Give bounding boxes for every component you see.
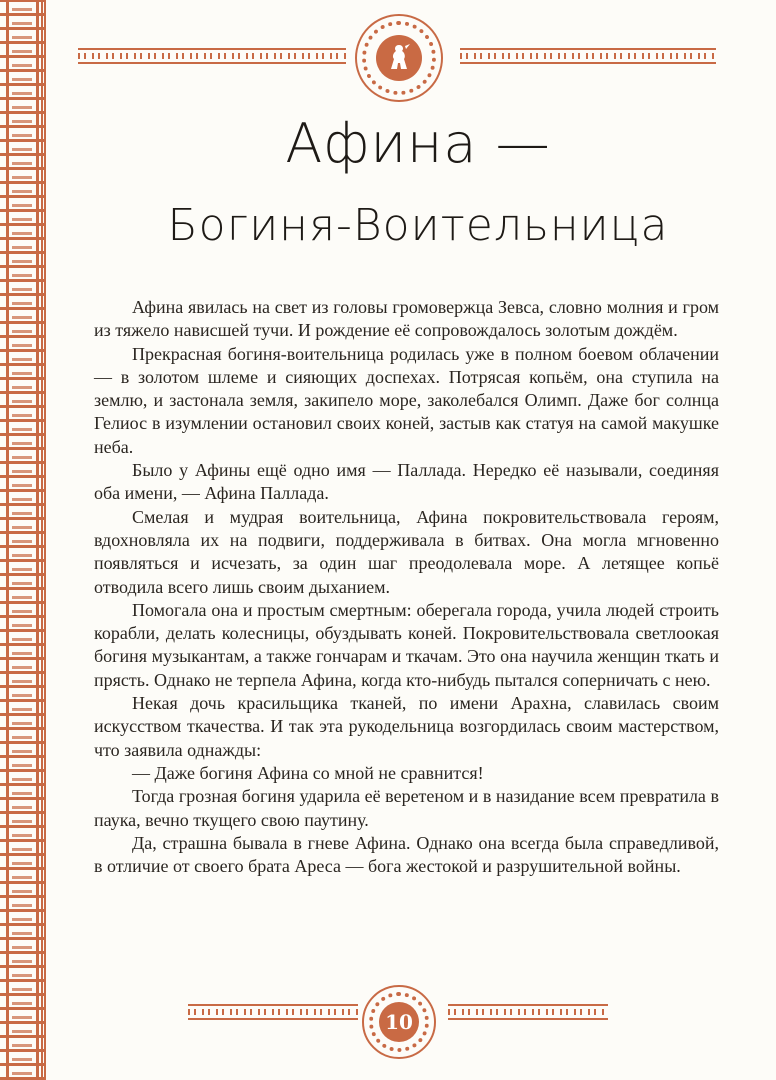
page-title-line2: Богиня-Воительница [167,200,669,251]
paragraph: Некая дочь красильщика тканей, по имени Арахна, славилась своим искусством ткачества. И так эта рукодельница возгордилась своим мастерством, что заявила однажды: [94,693,719,760]
paragraph: Афина явилась на свет из головы громовержца Зевса, словно молния и гром из тяжело нависшей тучи. И рождение её сопровождалось золотым дождём. [94,297,719,341]
athena-figure-icon [376,35,422,81]
page-title-line1: Афина — [285,112,551,175]
meander-band-top-left [78,48,346,64]
body-text [94,296,719,878]
paragraph: Помогала она и простым смертным: оберегала города, учила людей строить корабли, делать колесницы, обуздывать коней. Покровительствовала светлоокая богиня музыкантам, а также гончарам и ткачам. Это она научила женщин ткать и прясть. Однако не терпела Афина, когда кто-нибудь пытался соперничать с нею. [94,599,719,690]
meander-band-bottom-right [448,1004,608,1020]
paragraph: Прекрасная богиня-воительница родилась уже в полном боевом облачении — в золотом шлеме и сияющих доспехах. Потрясая копьём, она ступила на землю, и застонала земля, закипело море, заколебался Олимп. Даже бог солнца Гелиос в изумлении остановил своих коней, застыв как статуя на самой макушке неба. [94,343,719,457]
meander-band-bottom-left [188,1004,358,1020]
page-number-medallion [362,985,436,1059]
paragraph: Смелая и мудрая воительница, Афина покровительствовала героям, вдохновляла их на подвиги, поддерживала в битвах. Она могла мгновенно появляться и исчезать, за один шаг преодолевала море. А летящее копьё отводила всего лишь своим дыханием. [94,506,719,597]
page-number: 10 [385,1010,413,1034]
paragraph: Было у Афины ещё одно имя — Паллада. Нередко её называли, соединяя оба имени, — Афина Паллада. [94,460,719,504]
paragraph: — Даже богиня Афина со мной не сравнится! [132,762,484,783]
paragraph: Да, страшна бывала в гневе Афина. Однако она всегда была справедливой, в отличие от своего брата Ареса — бога жестокой и разрушительной войны. [94,832,719,877]
meander-band-top-right [460,48,716,64]
greek-key-border-left [0,0,46,1080]
paragraph: Тогда грозная богиня ударила её веретеном и в назидание всем превратила в паука, вечно ткущего свою паутину. [94,786,719,830]
top-medallion [355,14,443,102]
